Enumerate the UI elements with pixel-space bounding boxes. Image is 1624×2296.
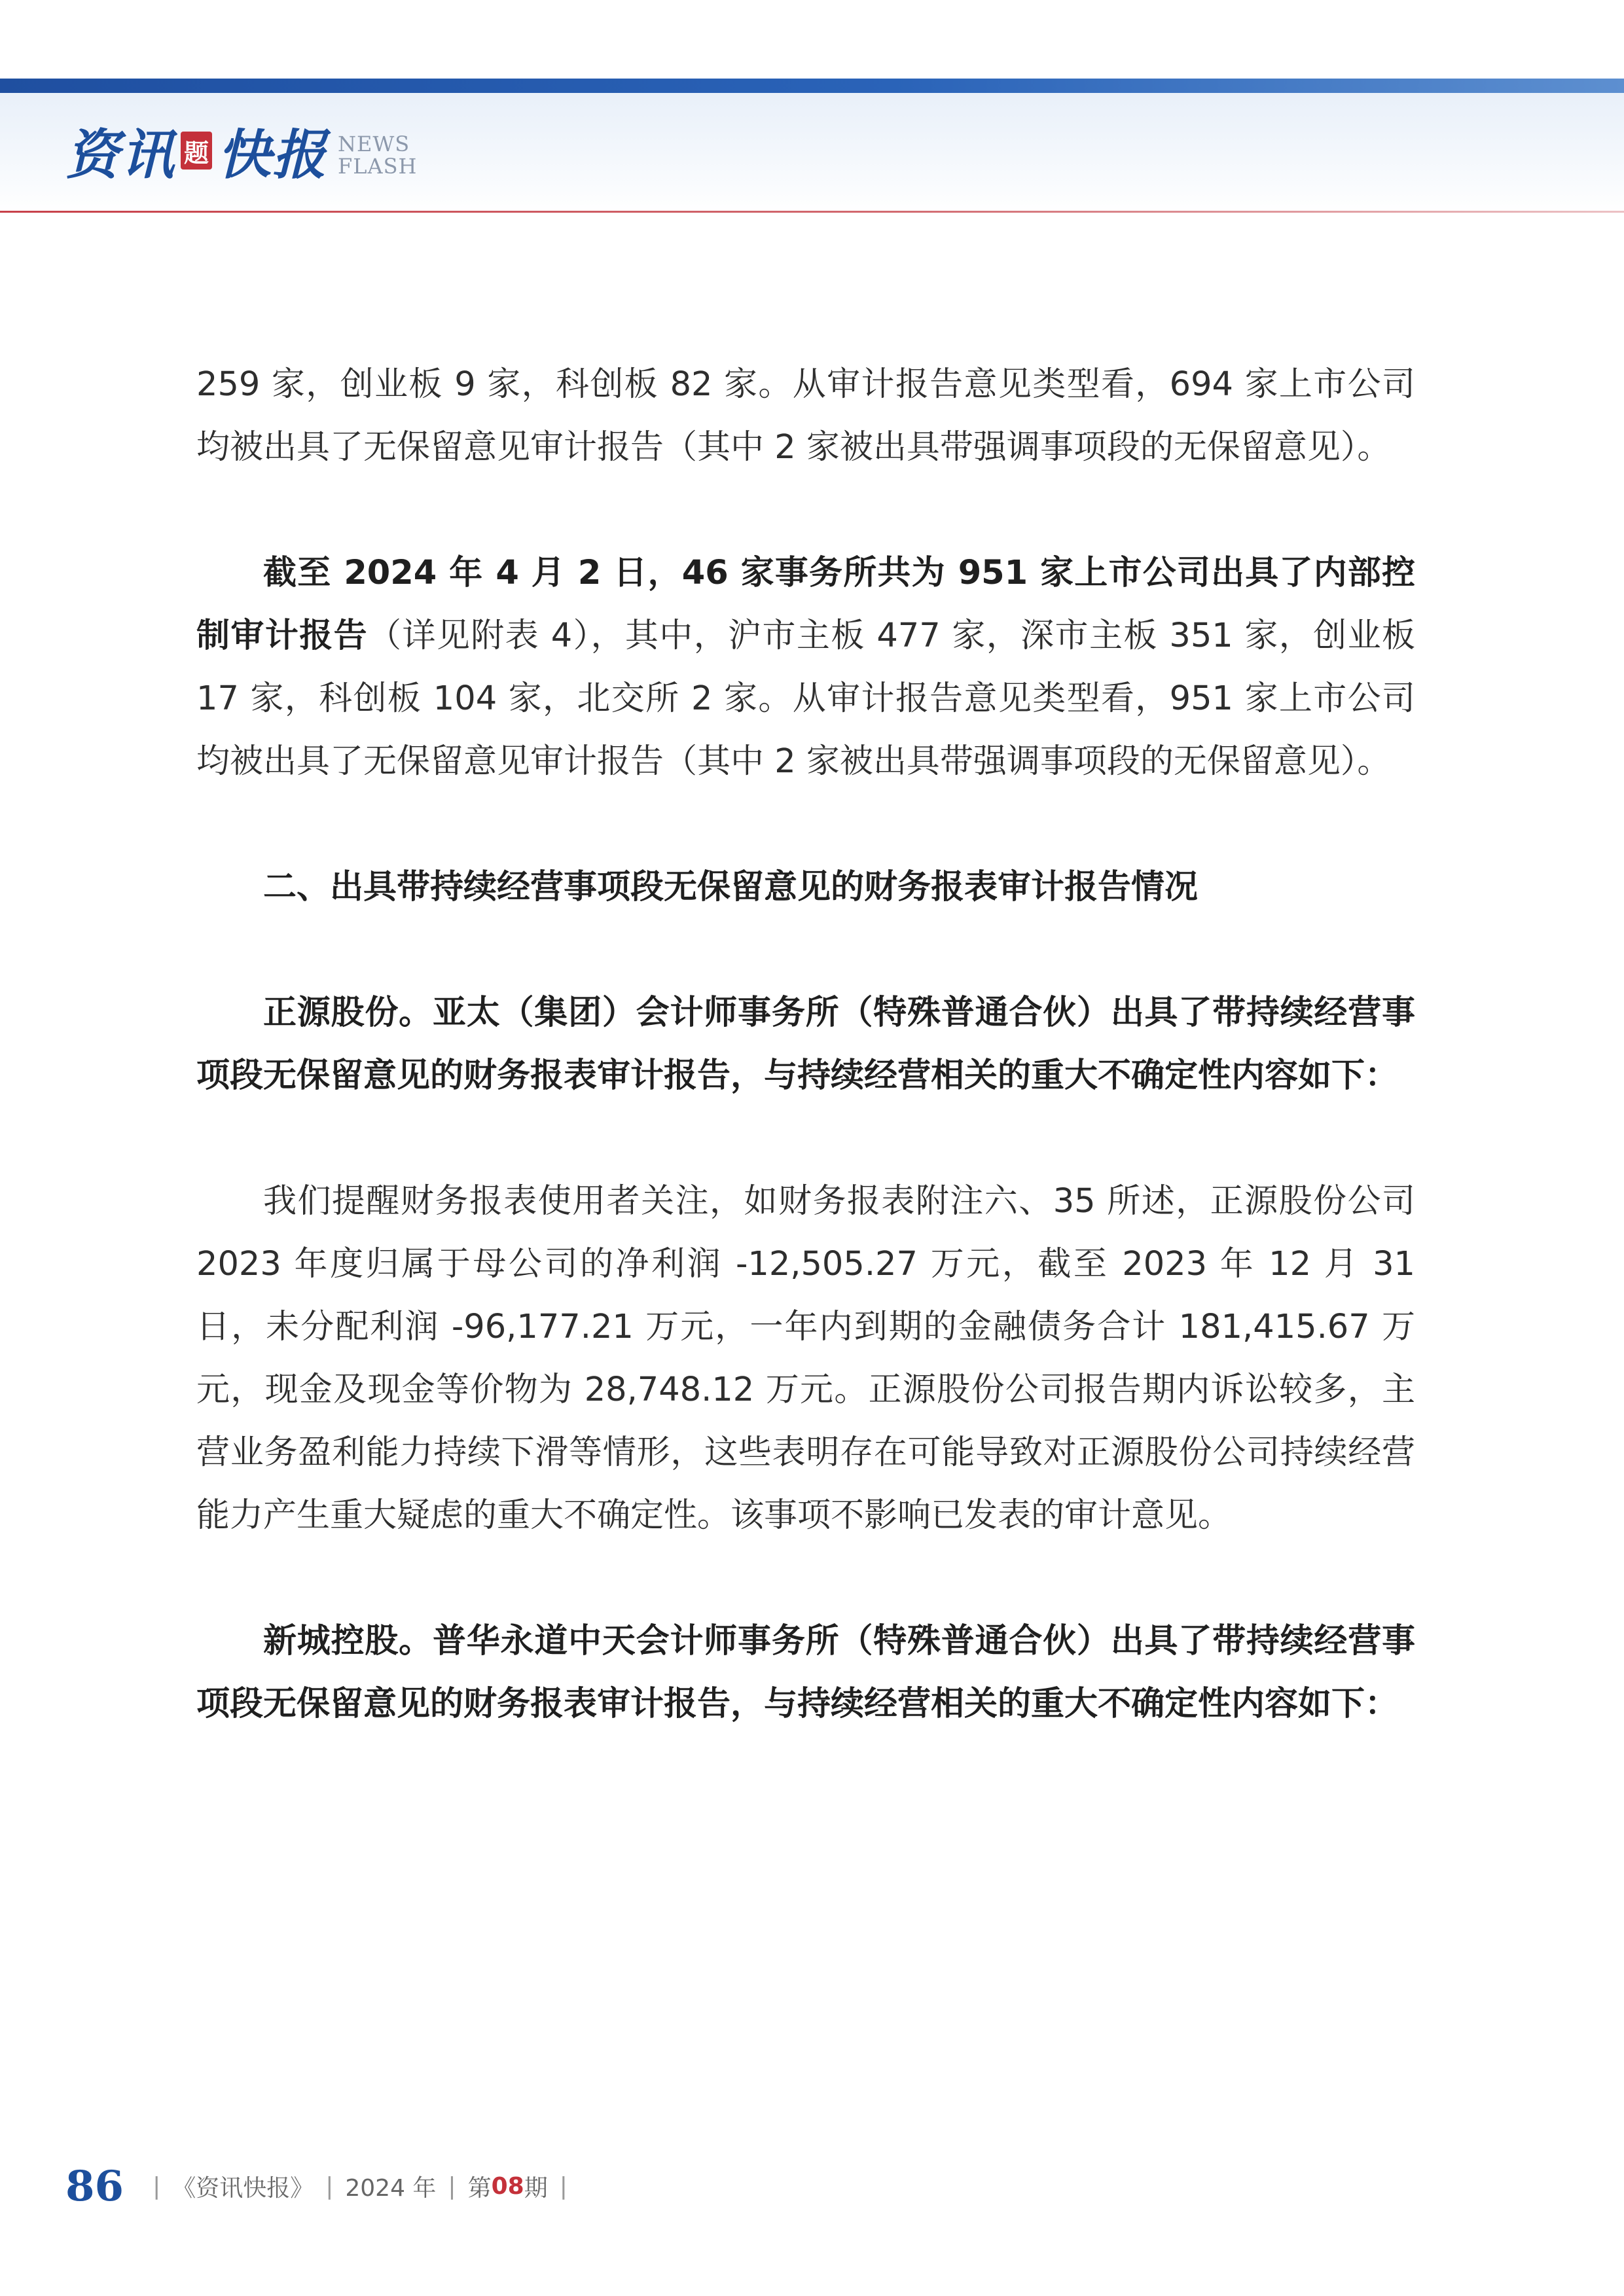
page-number: 86 [65, 2161, 124, 2211]
paragraph-2-rest: （详见附表 4），其中，沪市主板 477 家，深市主板 351 家，创业板 17 家，科创板 104 家，北交所 2 家。从审计报告意见类型看，951 家上市公司均被出具了无保留意见审计报告（其中 2 家被出具带强调事项段的无保留意见）。 [196, 617, 1415, 781]
footer-separator: | [448, 2172, 456, 2200]
footer-separator: | [559, 2172, 568, 2200]
paragraph-gap [196, 1107, 1415, 1170]
paragraph-gap [196, 479, 1415, 542]
article-body [196, 353, 1415, 1736]
publication-logo [65, 111, 417, 190]
paragraph-gap [196, 919, 1415, 982]
logo-seal: 题 [181, 132, 212, 170]
paragraph-5: 新城控股。普华永道中天会计师事务所（特殊普通合伙）出具了带持续经营事项段无保留意见的财务报表审计报告，与持续经营相关的重大不确定性内容如下： [196, 1622, 1415, 1723]
paragraph-2 [196, 542, 1415, 793]
page-footer [65, 2160, 579, 2212]
footer-separator: | [325, 2172, 334, 2200]
paragraph-3: 正源股份。亚太（集团）会计师事务所（特殊普通合伙）出具了带持续经营事项段无保留意见的财务报表审计报告，与持续经营相关的重大不确定性内容如下： [196, 994, 1415, 1095]
logo-english [338, 133, 417, 177]
paragraph-gap [196, 793, 1415, 856]
logo-text-right: 快报 [217, 123, 327, 187]
logo-text-left: 资讯 [65, 123, 175, 187]
footer-publication: 《资讯快报》 [172, 2174, 314, 2202]
paragraph-1: 259 家，创业板 9 家，科创板 82 家。从审计报告意见类型看，694 家上市公司均被出具了无保留意见审计报告（其中 2 家被出具带强调事项段的无保留意见）。 [196, 365, 1415, 467]
section-heading-2: 二、出具带持续经营事项段无保留意见的财务报表审计报告情况 [263, 868, 1199, 906]
paragraph-4: 我们提醒财务报表使用者关注，如财务报表附注六、35 所述，正源股份公司 2023 年度归属于母公司的净利润 -12,505.27 万元，截至 2023 年 12 月 31 日，未分配利润 -96,177.21 万元，一年内到期的金融债务合计 181,415.67 万元，现金及现金等价物为 28,748.12 万元。正源股份公司报告期内诉讼较多，主营业务盈利能力持续下滑等情形，这些表明存在可能导致对正源股份公司持续经营能力产生重大疑虑的重大不确定性。该事项不影响已发表的审计意见。 [196, 1182, 1415, 1535]
logo-english-line-1: NEWS [338, 132, 410, 156]
paragraph-gap [196, 1547, 1415, 1610]
footer-separator: | [153, 2172, 161, 2200]
logo-english-line-2: FLASH [338, 154, 418, 179]
footer-year: 2024 年 [345, 2174, 437, 2202]
footer-issue-prefix: 第 [467, 2174, 492, 2202]
header-bottom-rule [0, 211, 1624, 213]
footer-issue-suffix: 期 [524, 2174, 548, 2202]
paragraph-2-bold: 截至 2024 年 4 月 2 日，46 家事务所共为 951 家上市公司出具了内部控制审计报告 [196, 554, 1415, 655]
header-top-rule [0, 79, 1624, 93]
footer-issue-number: 08 [491, 2172, 524, 2200]
